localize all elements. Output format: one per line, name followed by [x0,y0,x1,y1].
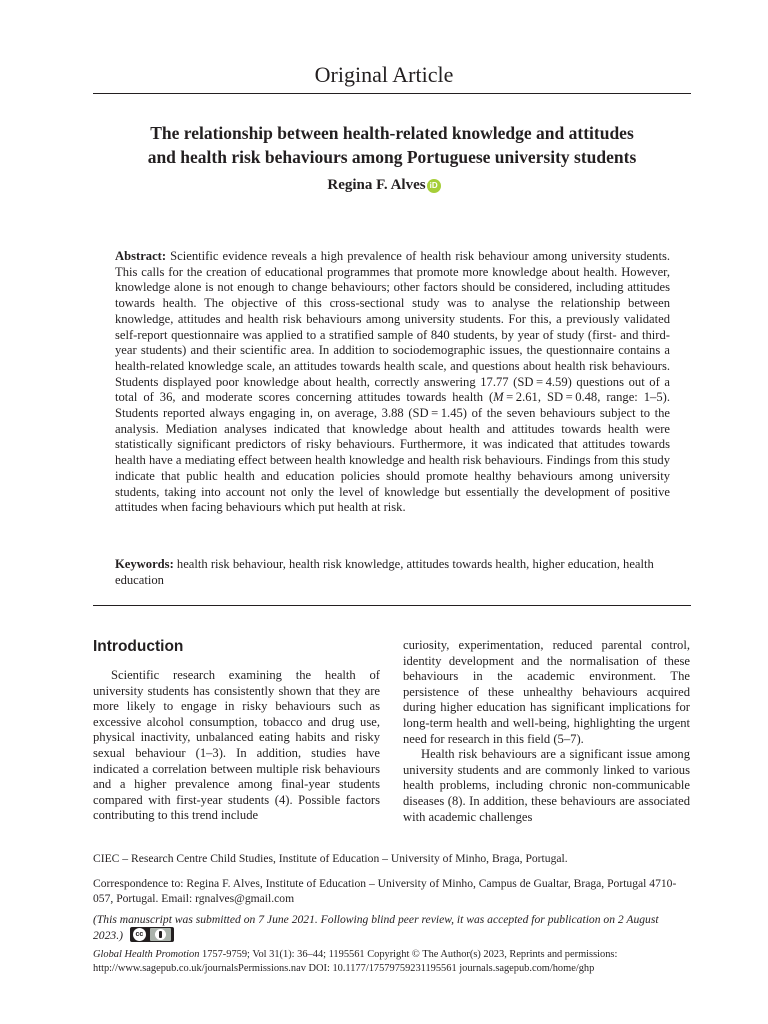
affiliation-note: CIEC – Research Centre Child Studies, Institute of Education – University of Minho, Braga, Portugal. [93,852,568,865]
journal-citation [93,948,691,975]
correspondence-note: Correspondence to: Regina F. Alves, Institute of Education – University of Minho, Campus de Gualtar, Braga, Portugal 4710-057, Portugal. Email: rgnalves@gmail.com [93,877,677,906]
article-type-label: Original Article [314,62,454,87]
body-paragraph: Health risk behaviours are a significant issue among university students and are commonly linked to various health problems, including chronic non-communicable diseases (8). In addition, these behaviours are associated with academic challenges [403,747,690,824]
journal-links[interactable]: http://www.sagepub.co.uk/journalsPermissions.nav DOI: 10.1177/17579759231195561 journals.sagepub.com/home/ghp [93,962,595,974]
abstract-mean-symbol: M [493,390,504,405]
attribution-icon [150,928,171,941]
journal-details: 1757-9759; Vol 31(1): 36–44; 1195561 Copyright © The Author(s) 2023, Reprints and permissions: [199,949,618,960]
abstract-text: Scientific evidence reveals a high prevalence of health risk behaviour among university students. This calls for the creation of educational programmes that promote more knowledge about health. However, knowledge alone is not enough to change behaviours; other factors should be considered, including attitudes towards health. The objective of this cross-sectional study was to analyse the relationship between knowledge, attitudes and health risk behaviours among university students. For this, a previously validated self-report questionnaire was applied to a stratified sample of 840 students, by year of study (first- and third-year students) and their scientific area. In addition to sociodemographic issues, the questionnaire contains a health-related knowledge scale, an attitudes towards health scale, and questions about health risk behaviours. Students displayed poor knowledge about health, correctly answering 17.77 (SD = 4.59) questions out of a total of 36, and moderate scores concerning attitudes towards health ( [115,249,670,405]
submission-note [93,912,691,944]
cc-by-icon[interactable] [130,927,174,942]
orcid-icon[interactable]: iD [427,179,441,193]
author-line [0,175,768,195]
cc-icon: cc [133,928,146,941]
abstract [115,249,670,516]
journal-name: Global Health Promotion [93,949,200,960]
header-divider [93,93,691,94]
submission-text: (This manuscript was submitted on 7 June 2021. Following blind peer review, it was accepted for publication on 2 August 2023.) [93,913,659,943]
body-paragraph: Scientific research examining the health of university students has consistently shown that they are more likely to engage in risky behaviours such as excessive alcohol consumption, tobacco and drug use, physical inactivity, unbalanced eating habits and risky sexual behaviour (1–3). In addition, studies have indicated a correlation between multiple risk behaviours and a higher prevalence among final-year students compared with first-year students (4). Possible factors contributing to this trend include [93,668,380,823]
title-line-1: The relationship between health-related knowledge and attitudes [150,123,634,143]
abstract-label: Abstract: [115,249,167,263]
abstract-divider [93,605,691,606]
abstract-text-end: = 2.61, SD = 0.48, range: 1–5). Students reported always engaging in, on average, 3.88 (SD = 1.45) of the seven behaviours subject to the analysis. Mediation analyses indicated that knowledge about health and attitudes towards health were statistically significant predictors of risky behaviours. Furthermore, it was indicated that attitudes towards health have a mediating effect between health knowledge and health risk behaviours. Findings from this study indicate that public health and education policies should promote healthy behaviours among university students, taking into account not only the level of knowledge but essentially the development of positive attitudes when facing behaviours which put health at risk. [115,390,670,515]
introduction-heading: Introduction [93,638,184,655]
title-line-2: and health risk behaviours among Portuguese university students [147,147,637,167]
keywords [115,557,670,588]
keywords-text: health risk behaviour, health risk knowledge, attitudes towards health, higher education, health education [115,557,654,587]
article-title [93,121,691,169]
author-name: Regina F. Alves [327,177,426,193]
body-column-left [93,668,380,824]
body-paragraph: curiosity, experimentation, reduced parental control, identity development and the normalisation of these behaviours in the academic environment. The persistence of these unhealthy behaviours acquired during higher education has significant implications for long-term health and well-being, highlighting the urgent need for research in this field (5–7). [403,638,690,746]
body-column-right [403,638,690,825]
keywords-label: Keywords: [115,557,174,571]
